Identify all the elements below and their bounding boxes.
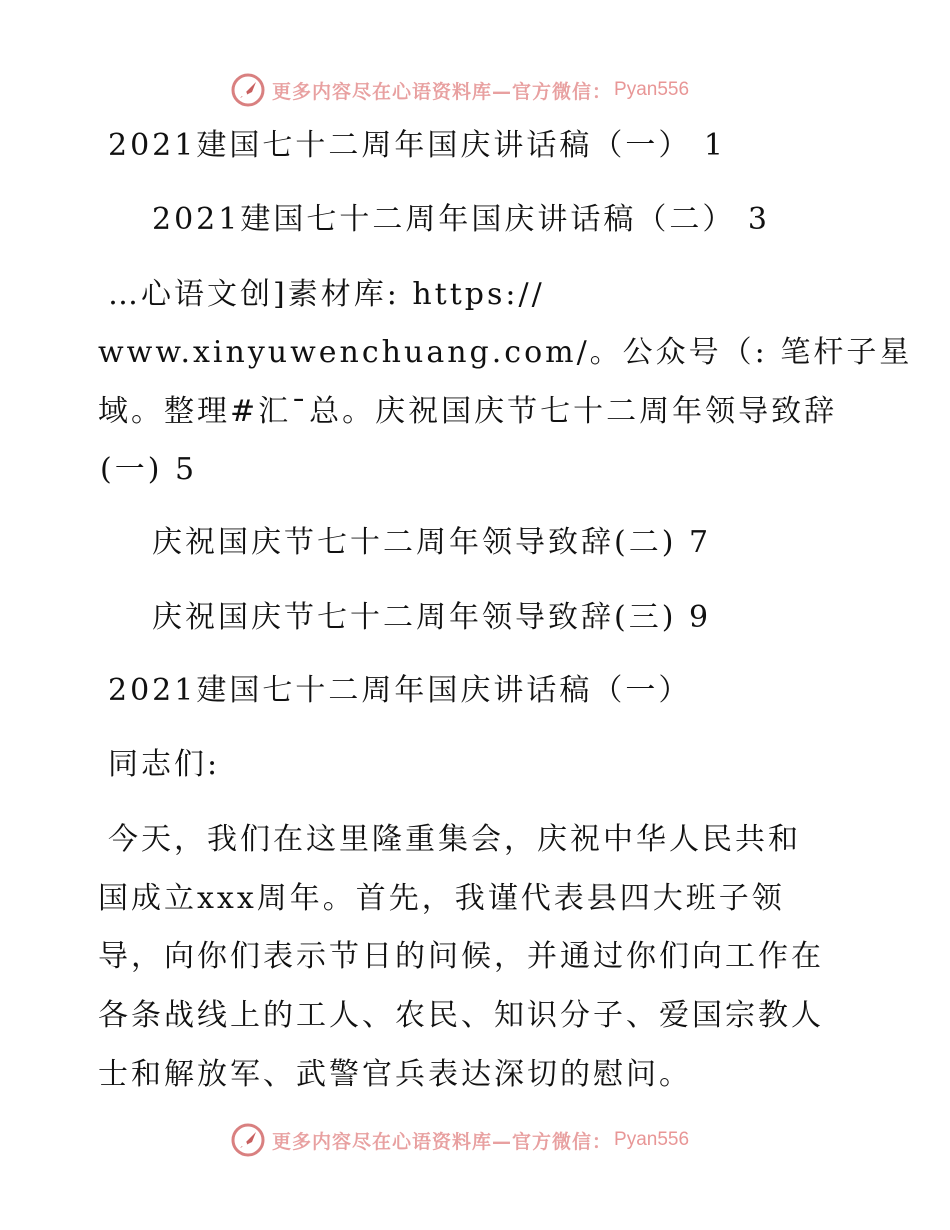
banner-wechat-id: Pyan556 [614, 1129, 690, 1150]
section-title: 2021建国七十二周年国庆讲话稿（一） [108, 673, 692, 708]
body-line: 导，向你们表示节日的问候，并通过你们向工作在 [98, 939, 824, 974]
paragraph-line: …心语文创]素材库: https:// [108, 277, 545, 312]
footer-watermark-banner [230, 1120, 710, 1160]
feather-pen-circle-icon [230, 72, 266, 108]
banner-wechat-id: Pyan556 [614, 79, 690, 100]
body-line: 士和解放军、武警官兵表达深切的慰问。 [98, 1057, 692, 1092]
toc-entry: 庆祝国庆节七十二周年领导致辞(三) 9 [152, 600, 712, 635]
greeting: 同志们: [108, 747, 221, 782]
toc-entry: 2021建国七十二周年国庆讲话稿（一） 1 [108, 128, 726, 163]
paragraph-line: 域。整理#汇¯总。庆祝国庆节七十二周年领导致辞 [98, 394, 838, 429]
banner-text: 更多内容尽在心语资料库—官方微信： [272, 80, 613, 103]
banner-text: 更多内容尽在心语资料库—官方微信： [272, 1130, 613, 1153]
body-line: 国成立xxx周年。首先，我谨代表县四大班子领 [98, 881, 785, 916]
toc-entry: 2021建国七十二周年国庆讲话稿（二） 3 [152, 202, 770, 237]
paragraph-line: www.xinyuwenchuang.com/。公众号（: 笔杆子星 [98, 335, 913, 370]
toc-entry: 庆祝国庆节七十二周年领导致辞(二) 7 [152, 525, 712, 560]
body-line: 今天，我们在这里隆重集会，庆祝中华人民共和 [108, 822, 801, 857]
header-watermark-banner [230, 70, 710, 110]
body-line: 各条战线上的工人、农民、知识分子、爱国宗教人 [98, 998, 824, 1033]
feather-pen-circle-icon [230, 1122, 266, 1158]
paragraph-line: (一) 5 [100, 452, 198, 487]
